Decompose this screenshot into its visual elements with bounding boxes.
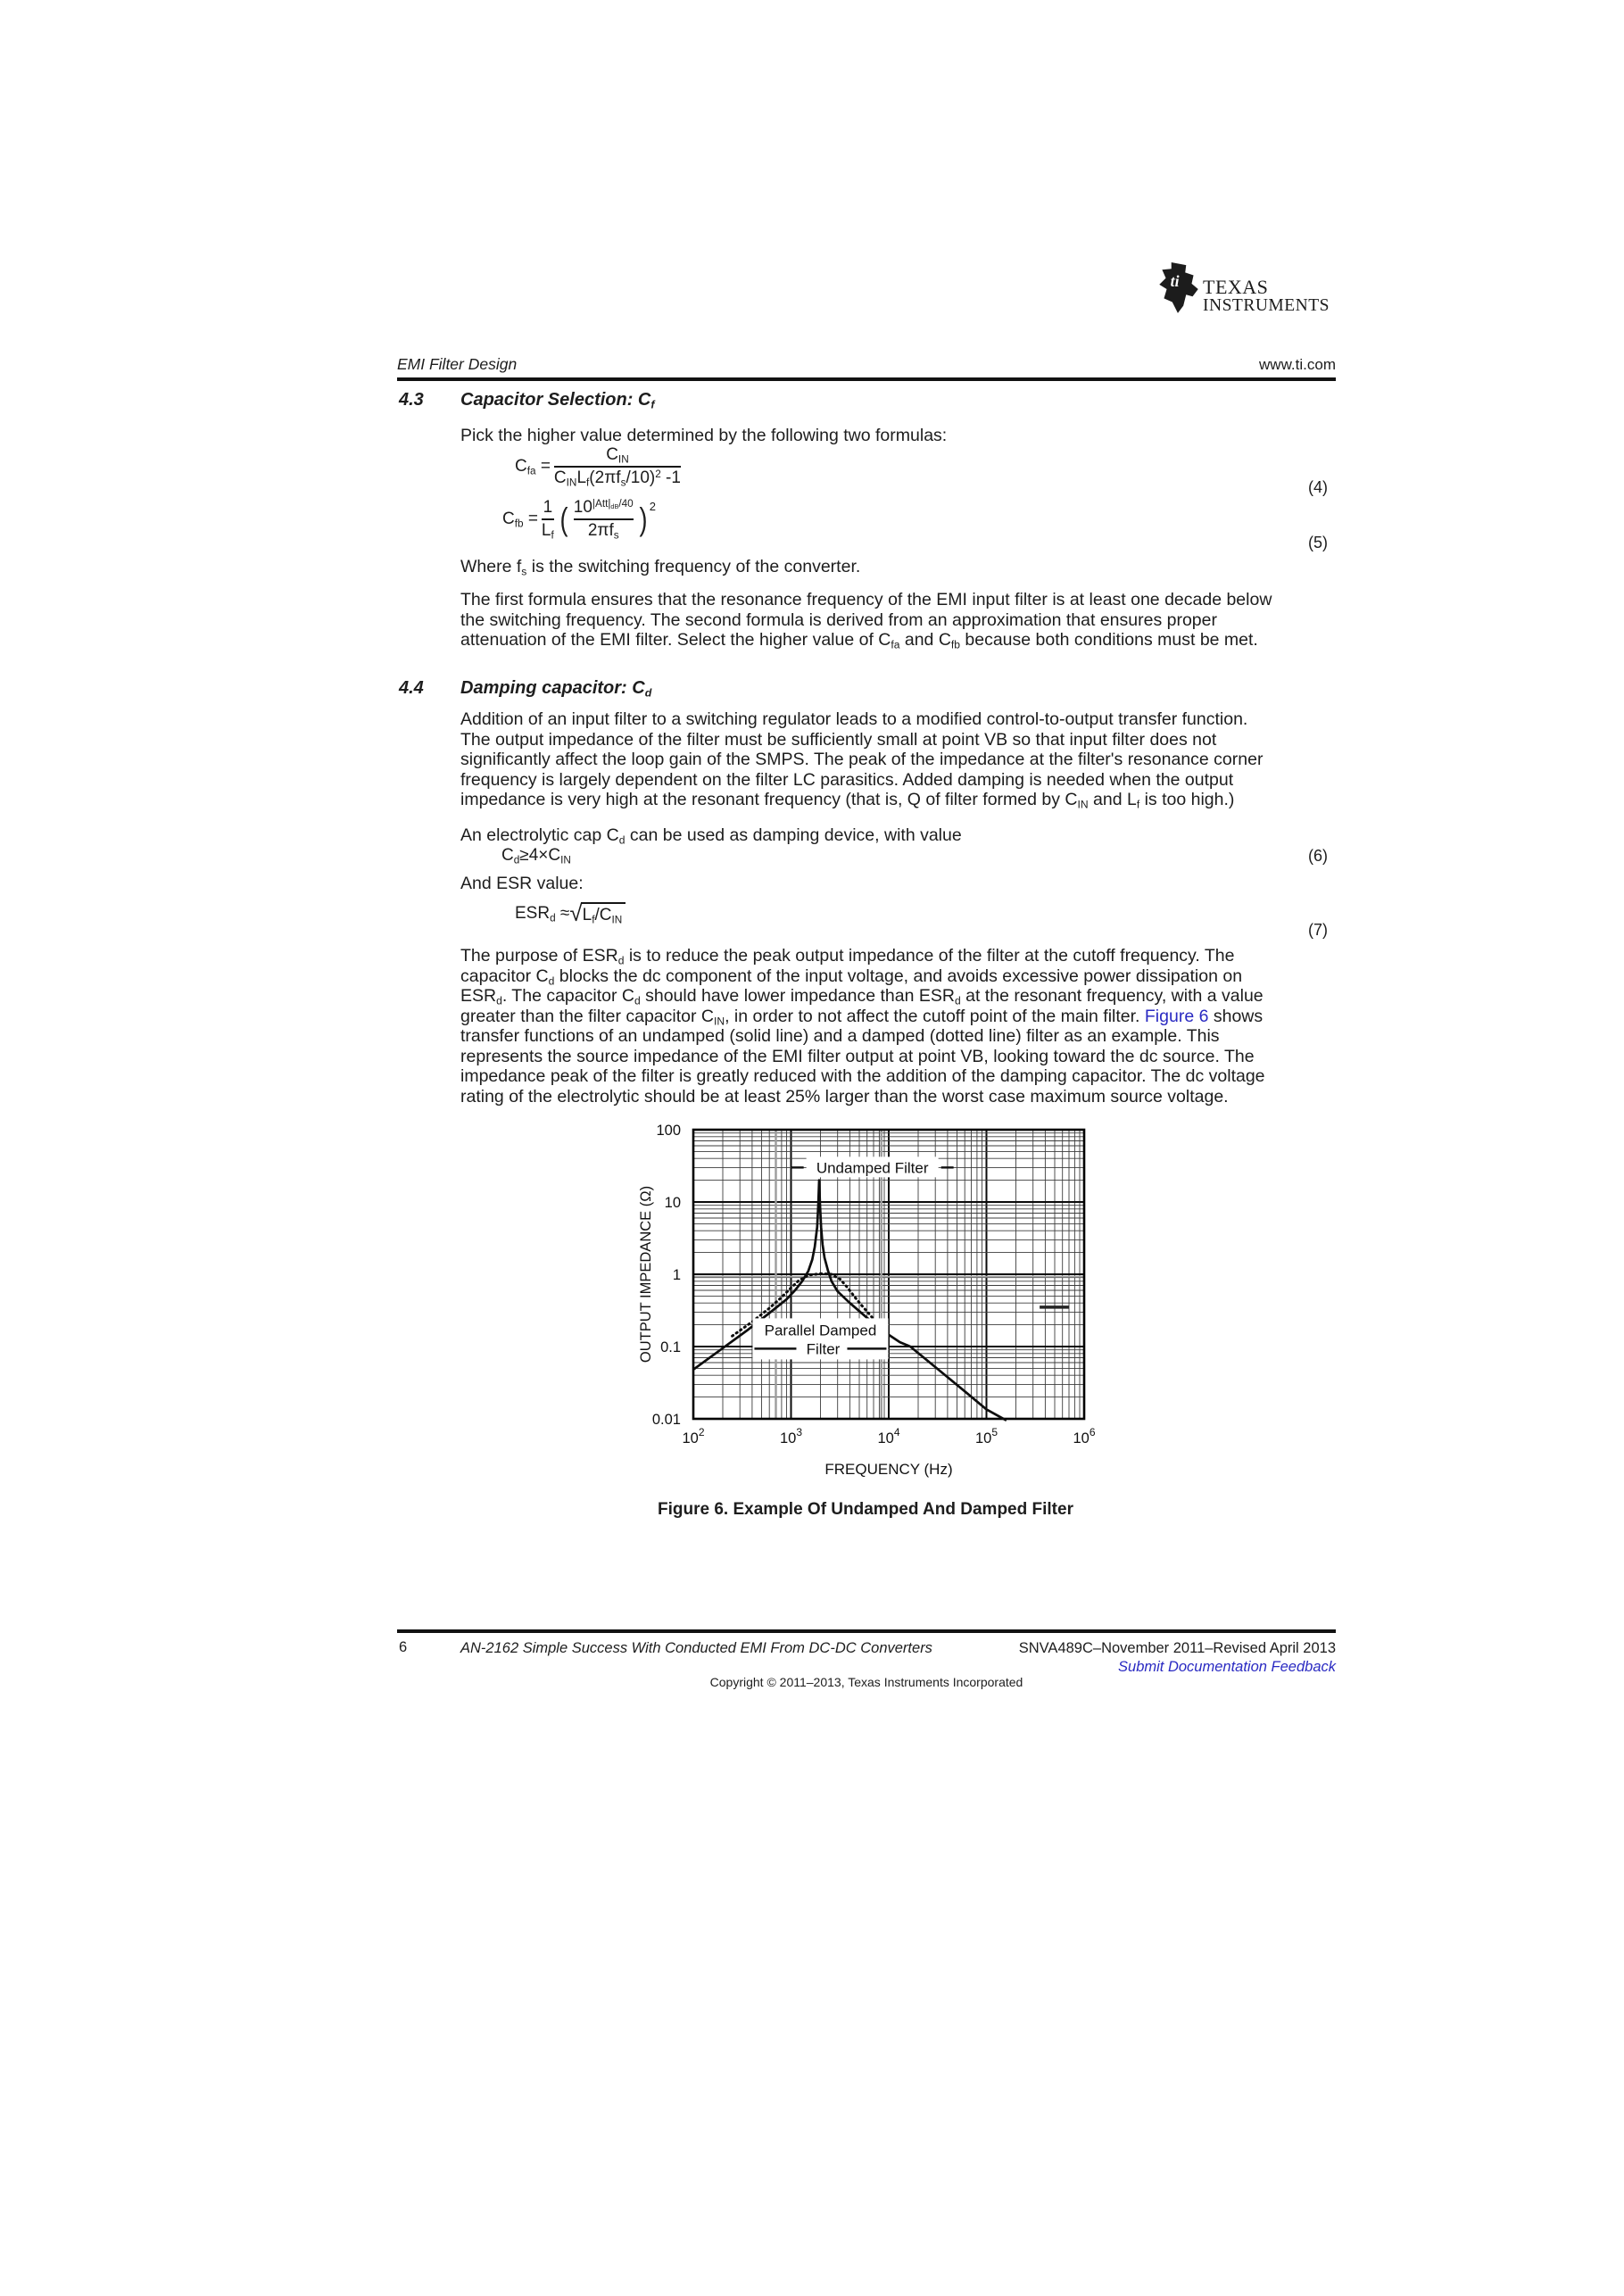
running-header-section: EMI Filter Design bbox=[397, 355, 518, 373]
svg-text:100: 100 bbox=[656, 1123, 681, 1139]
svg-text:106: $10^6$ bbox=[1073, 1426, 1096, 1446]
svg-text:104: $10^4$ bbox=[877, 1426, 900, 1446]
where-line: Where $f_s$ is the switching frequency of the converter. bbox=[460, 557, 861, 578]
svg-text:FREQUENCY (Hz): FREQUENCY (Hz) bbox=[824, 1461, 953, 1478]
open-paren: ( bbox=[559, 500, 568, 537]
eq5-coef-den: $L_f$ bbox=[541, 520, 554, 542]
section-4-3-intro: Pick the higher value determined by the following two formulas: bbox=[460, 426, 948, 445]
eq6-expression: $C_d\ge 4\times C_{IN}$ bbox=[501, 846, 571, 866]
ti-logo-text bbox=[1203, 276, 1330, 315]
eq5-coef-num: 1 bbox=[543, 498, 553, 517]
electrolytic-cap-line: An electrolytic cap $C_d$ can be used as damping device, with value bbox=[460, 825, 962, 847]
eq5-exponent: |Att|dB/40 bbox=[592, 498, 634, 511]
section-4-3-number: 4.3 bbox=[399, 390, 424, 410]
footer-doc-title: AN-2162 Simple Success With Conducted EMI From DC-DC Converters bbox=[460, 1640, 932, 1656]
ti-logo bbox=[1158, 261, 1337, 324]
svg-text:102: $10^2$ bbox=[682, 1426, 705, 1446]
section-4-3-title: Capacitor Selection: $C_f$ bbox=[460, 390, 655, 411]
close-paren: ) bbox=[639, 500, 648, 537]
svg-text:OUTPUT IMPEDANCE (Ω): OUTPUT IMPEDANCE (Ω) bbox=[638, 1185, 654, 1364]
eq5-inner-den: $2\pi f_s$ bbox=[587, 520, 619, 542]
eq5-lhs: $C_{fb}$ = bbox=[502, 509, 538, 530]
svg-text:103: $10^3$ bbox=[779, 1426, 803, 1446]
footer-rule bbox=[397, 1629, 1336, 1633]
submit-feedback-link[interactable]: Submit Documentation Feedback bbox=[1118, 1659, 1336, 1675]
page-number: 6 bbox=[399, 1639, 408, 1655]
svg-text:10: 10 bbox=[664, 1195, 681, 1211]
section-4-4-paragraph-1: Addition of an input filter to a switching regulator leads to a modified control-to-output transfer function. The output impedance of the filter must be sufficiently small at point VB so that input filter does not significantly affect the loop gain of the SMPS. The peak of the impedance at the filter's resonance corner frequency is largely dependent on the filter LC parasitics. Added damping is needed when the output impedance is very high at the resonant frequency (that is, Q of filter formed by $C_{IN}$ and $L_f$ is too high.) bbox=[460, 709, 1264, 811]
ti-logo-line1: TEXAS bbox=[1203, 276, 1269, 298]
equation-7-tag: (7) bbox=[1308, 921, 1328, 939]
section-4-4-number: 4.4 bbox=[399, 678, 424, 698]
svg-text:Parallel Damped: Parallel Damped bbox=[764, 1322, 877, 1339]
eq5-base: 10 bbox=[573, 498, 592, 517]
esr-value-line: And ESR value: bbox=[460, 874, 584, 893]
svg-text:0.1: 0.1 bbox=[660, 1339, 681, 1355]
equation-4-tag: (4) bbox=[1308, 478, 1328, 496]
header-rule bbox=[397, 377, 1336, 381]
texas-state-icon bbox=[1158, 261, 1199, 315]
ti-website-link[interactable]: www.ti.com bbox=[1259, 356, 1336, 373]
svg-text:Undamped Filter: Undamped Filter bbox=[816, 1159, 929, 1177]
eq7-radicand: $L_f/C_{IN}$ bbox=[581, 902, 626, 925]
ti-bug-text: ti bbox=[1170, 271, 1180, 290]
svg-text:105: $10^5$ bbox=[974, 1426, 998, 1446]
eq7-lhs: $ESR_d$ ≈ bbox=[515, 903, 570, 924]
fraction-bar bbox=[574, 518, 634, 520]
equation-5-tag: (5) bbox=[1308, 534, 1328, 551]
figure6-caption: Figure 6. Example Of Undamped And Damped Filter bbox=[658, 1500, 1073, 1519]
eq4-numerator: $C_{IN}$ bbox=[606, 445, 629, 466]
fraction-bar bbox=[554, 466, 681, 468]
radical-sign: √ bbox=[569, 899, 583, 926]
svg-text:Filter: Filter bbox=[806, 1340, 841, 1358]
section-4-3-paragraph: The first formula ensures that the resonance frequency of the EMI input filter is at least one decade below the switching frequency. The second formula is derived from an approximation that ensures proper attenuation of the EMI filter. Select the higher value of $C_{fa}$ and $C_{fb}$ because both conditions must be met. bbox=[460, 590, 1272, 651]
eq5-outer-exponent: 2 bbox=[649, 500, 656, 514]
figure-link[interactable]: Figure 6 bbox=[1144, 1006, 1209, 1026]
footer-copyright: Copyright © 2011–2013, Texas Instruments Incorporated bbox=[709, 1675, 1023, 1689]
figure6-chart bbox=[616, 1107, 1133, 1499]
footer-doc-id: SNVA489C–November 2011–Revised April 2013 bbox=[1018, 1640, 1336, 1656]
eq4-denominator: $C_{IN}L_f(2\pi f_s/10)^2$ -1 bbox=[553, 468, 681, 489]
section-4-4-paragraph-2: The purpose of $ESR_d$ is to reduce the peak output impedance of the filter at the cutoff frequency. The capacitor $C_d$ blocks the dc component of the input voltage, and avoids excessive power dissipation on $ESR_d$. The capacitor $C_d$ should have lower impedance than $ESR_d$ at the resonant frequency, with a value greater than the filter capacitor $C_{IN}$, in order to not affect the cutoff point of the main filter. Figure 6 shows transfer functions of an undamped (solid line) and a damped (dotted line) filter as an example. This represents the source impedance of the EMI filter output at point VB, looking toward the dc source. The impedance peak of the filter is greatly reduced with the addition of the damping capacitor. The dc voltage rating of the electrolytic should be at least 25% larger than the worst case maximum source voltage. bbox=[460, 946, 1265, 1107]
fraction-bar bbox=[542, 518, 554, 520]
eq4-lhs: $C_{fa}$ = bbox=[515, 456, 551, 477]
eq5-inner-num bbox=[574, 498, 634, 518]
equation-6-tag: (6) bbox=[1308, 847, 1328, 865]
svg-text:1: 1 bbox=[672, 1267, 681, 1283]
svg-text:0.01: 0.01 bbox=[651, 1412, 681, 1428]
section-4-4-title: Damping capacitor: $C_d$ bbox=[460, 678, 652, 700]
ti-logo-line2: INSTRUMENTS bbox=[1203, 296, 1330, 315]
